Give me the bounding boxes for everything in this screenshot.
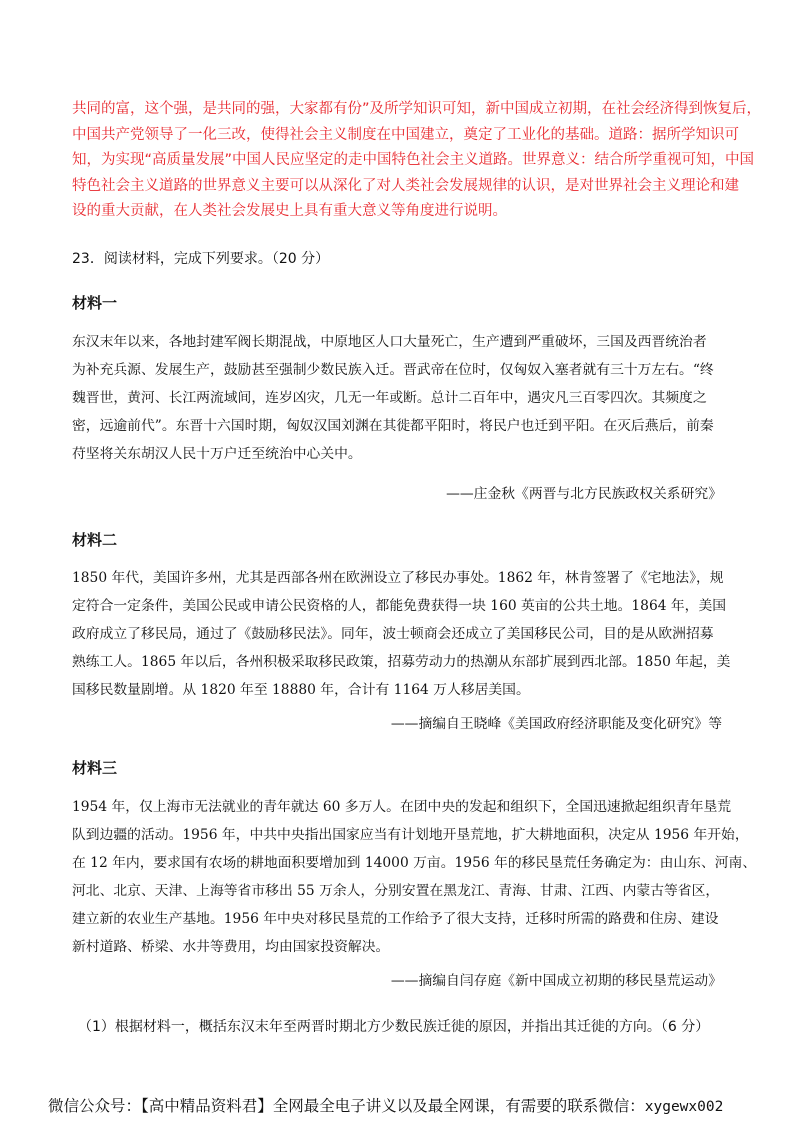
text-line: 设的重大贡献，在人类社会发展史上具有重大意义等角度进行说明。	[72, 203, 507, 220]
text-line: 密，远逾前代”。东晋十六国时期，匈奴汉国刘渊在其徙都平阳时，将民户也迁到平阳。在灭后燕后，前秦	[72, 418, 714, 434]
text-line: 国移民数量剧增。从 1820 年至 18880 年，合计有 1164 万人移居美国。	[72, 682, 530, 698]
text-line: 定符合一定条件，美国公民或申请公民资格的人，都能免费获得一块 160 英亩的公共土地。1864 年，美国	[72, 598, 727, 614]
sub-question-1: （1）根据材料一，概括东汉末年至两晋时期北方少数民族迁徙的原因，并指出其迁徙的方向。（6 分）	[78, 1019, 710, 1035]
text-line: 共同的富，这个强，是共同的强，大家都有份”及所学知识可知，新中国成立初期，在社会经济得到恢复后，	[72, 101, 762, 117]
material-2-source: ——摘编自王晓峰《美国政府经济职能及变化研究》等	[390, 716, 722, 732]
footer-wechat-id: xygewx002	[644, 1099, 724, 1115]
text-line: 建立新的农业生产基地。1956 年中央对移民垦荒的工作给予了很大支持，迁移时所需的路费和住房、建设	[72, 911, 719, 927]
text-line: 河北、北京、天津、上海等省市移出 55 万余人，分别安置在黑龙江、青海、甘肃、江西、内蒙古等省区，	[72, 883, 720, 899]
text-line: 魏晋世，黄河、长江两流域间，连岁凶灾，几无一年或断。总计二百年中，遇灾凡三百零四次。其频度之	[72, 390, 707, 406]
footer-text: 微信公众号：【高中精品资料君】全网最全电子讲义以及最全网课，有需要的联系微信：	[48, 1097, 645, 1115]
material-3-source: ——摘编自闫存庭《新中国成立初期的移民垦荒运动》	[390, 973, 722, 989]
material-2-body	[72, 564, 732, 704]
text-line: 特色社会主义道路的世界意义主要可以从深化了对人类社会发展规律的认识，是对世界社会主义理论和建	[72, 177, 739, 194]
answer-analysis-paragraph	[72, 97, 762, 225]
text-line: 新村道路、桥梁、水井等费用，均由国家投资解决。	[72, 939, 390, 955]
text-line: 1850 年代，美国许多州，尤其是西部各州在欧洲设立了移民办事处。1862 年，林肯签署了《宅地法》，规	[72, 570, 724, 586]
material-1-title: 材料一	[72, 294, 118, 312]
text-line: 中国共产党领导了一化三改，使得社会主义制度在中国建立，奠定了工业化的基础。道路：据所学知识可	[72, 126, 739, 143]
text-line: 东汉末年以来，各地封建军阀长期混战，中原地区人口大量死亡，生产遭到严重破坏，三国及西晋统治者	[72, 334, 707, 350]
material-2-title: 材料二	[72, 531, 118, 549]
material-1-body	[72, 328, 732, 468]
text-line: 熟练工人。1865 年以后，各州积极采取移民政策，招募劳动力的热潮从东部扩展到西北部。1850 年起，美	[72, 654, 731, 670]
text-line: 队到边疆的活动。1956 年，中共中央指出国家应当有计划地开垦荒地，扩大耕地面积，决定从 1956 年开始，	[72, 827, 749, 843]
footer-banner	[48, 1093, 723, 1120]
question-header: 23．阅读材料，完成下列要求。（20 分）	[72, 251, 330, 267]
text-line: 1954 年，仅上海市无法就业的青年就达 60 多万人。在团中央的发起和组织下，全国迅速掀起组织青年垦荒	[72, 799, 732, 815]
material-3-title: 材料三	[72, 759, 118, 777]
text-line: 在 12 年内，要求国有农场的耕地面积要增加到 14000 万亩。1956 年的移民垦荒任务确定为：由山东、河南、	[72, 855, 757, 871]
material-3-body	[72, 793, 757, 961]
text-line: 知，为实现“高质量发展”中国人民应坚定的走中国特色社会主义道路。世界意义：结合所学重视可知，中国	[72, 152, 755, 169]
text-line: 苻坚将关东胡汉人民十万户迁至统治中心关中。	[72, 446, 362, 462]
text-line: 政府成立了移民局，通过了《鼓励移民法》。同年，波士顿商会还成立了美国移民公司，目的是从欧洲招募	[72, 626, 714, 642]
text-line: 为补充兵源、发展生产，鼓励甚至强制少数民族入迁。晋武帝在位时，仅匈奴入塞者就有三十万左右。“终	[72, 362, 714, 378]
material-1-source: ——庄金秋《两晋与北方民族政权关系研究》	[446, 486, 722, 502]
